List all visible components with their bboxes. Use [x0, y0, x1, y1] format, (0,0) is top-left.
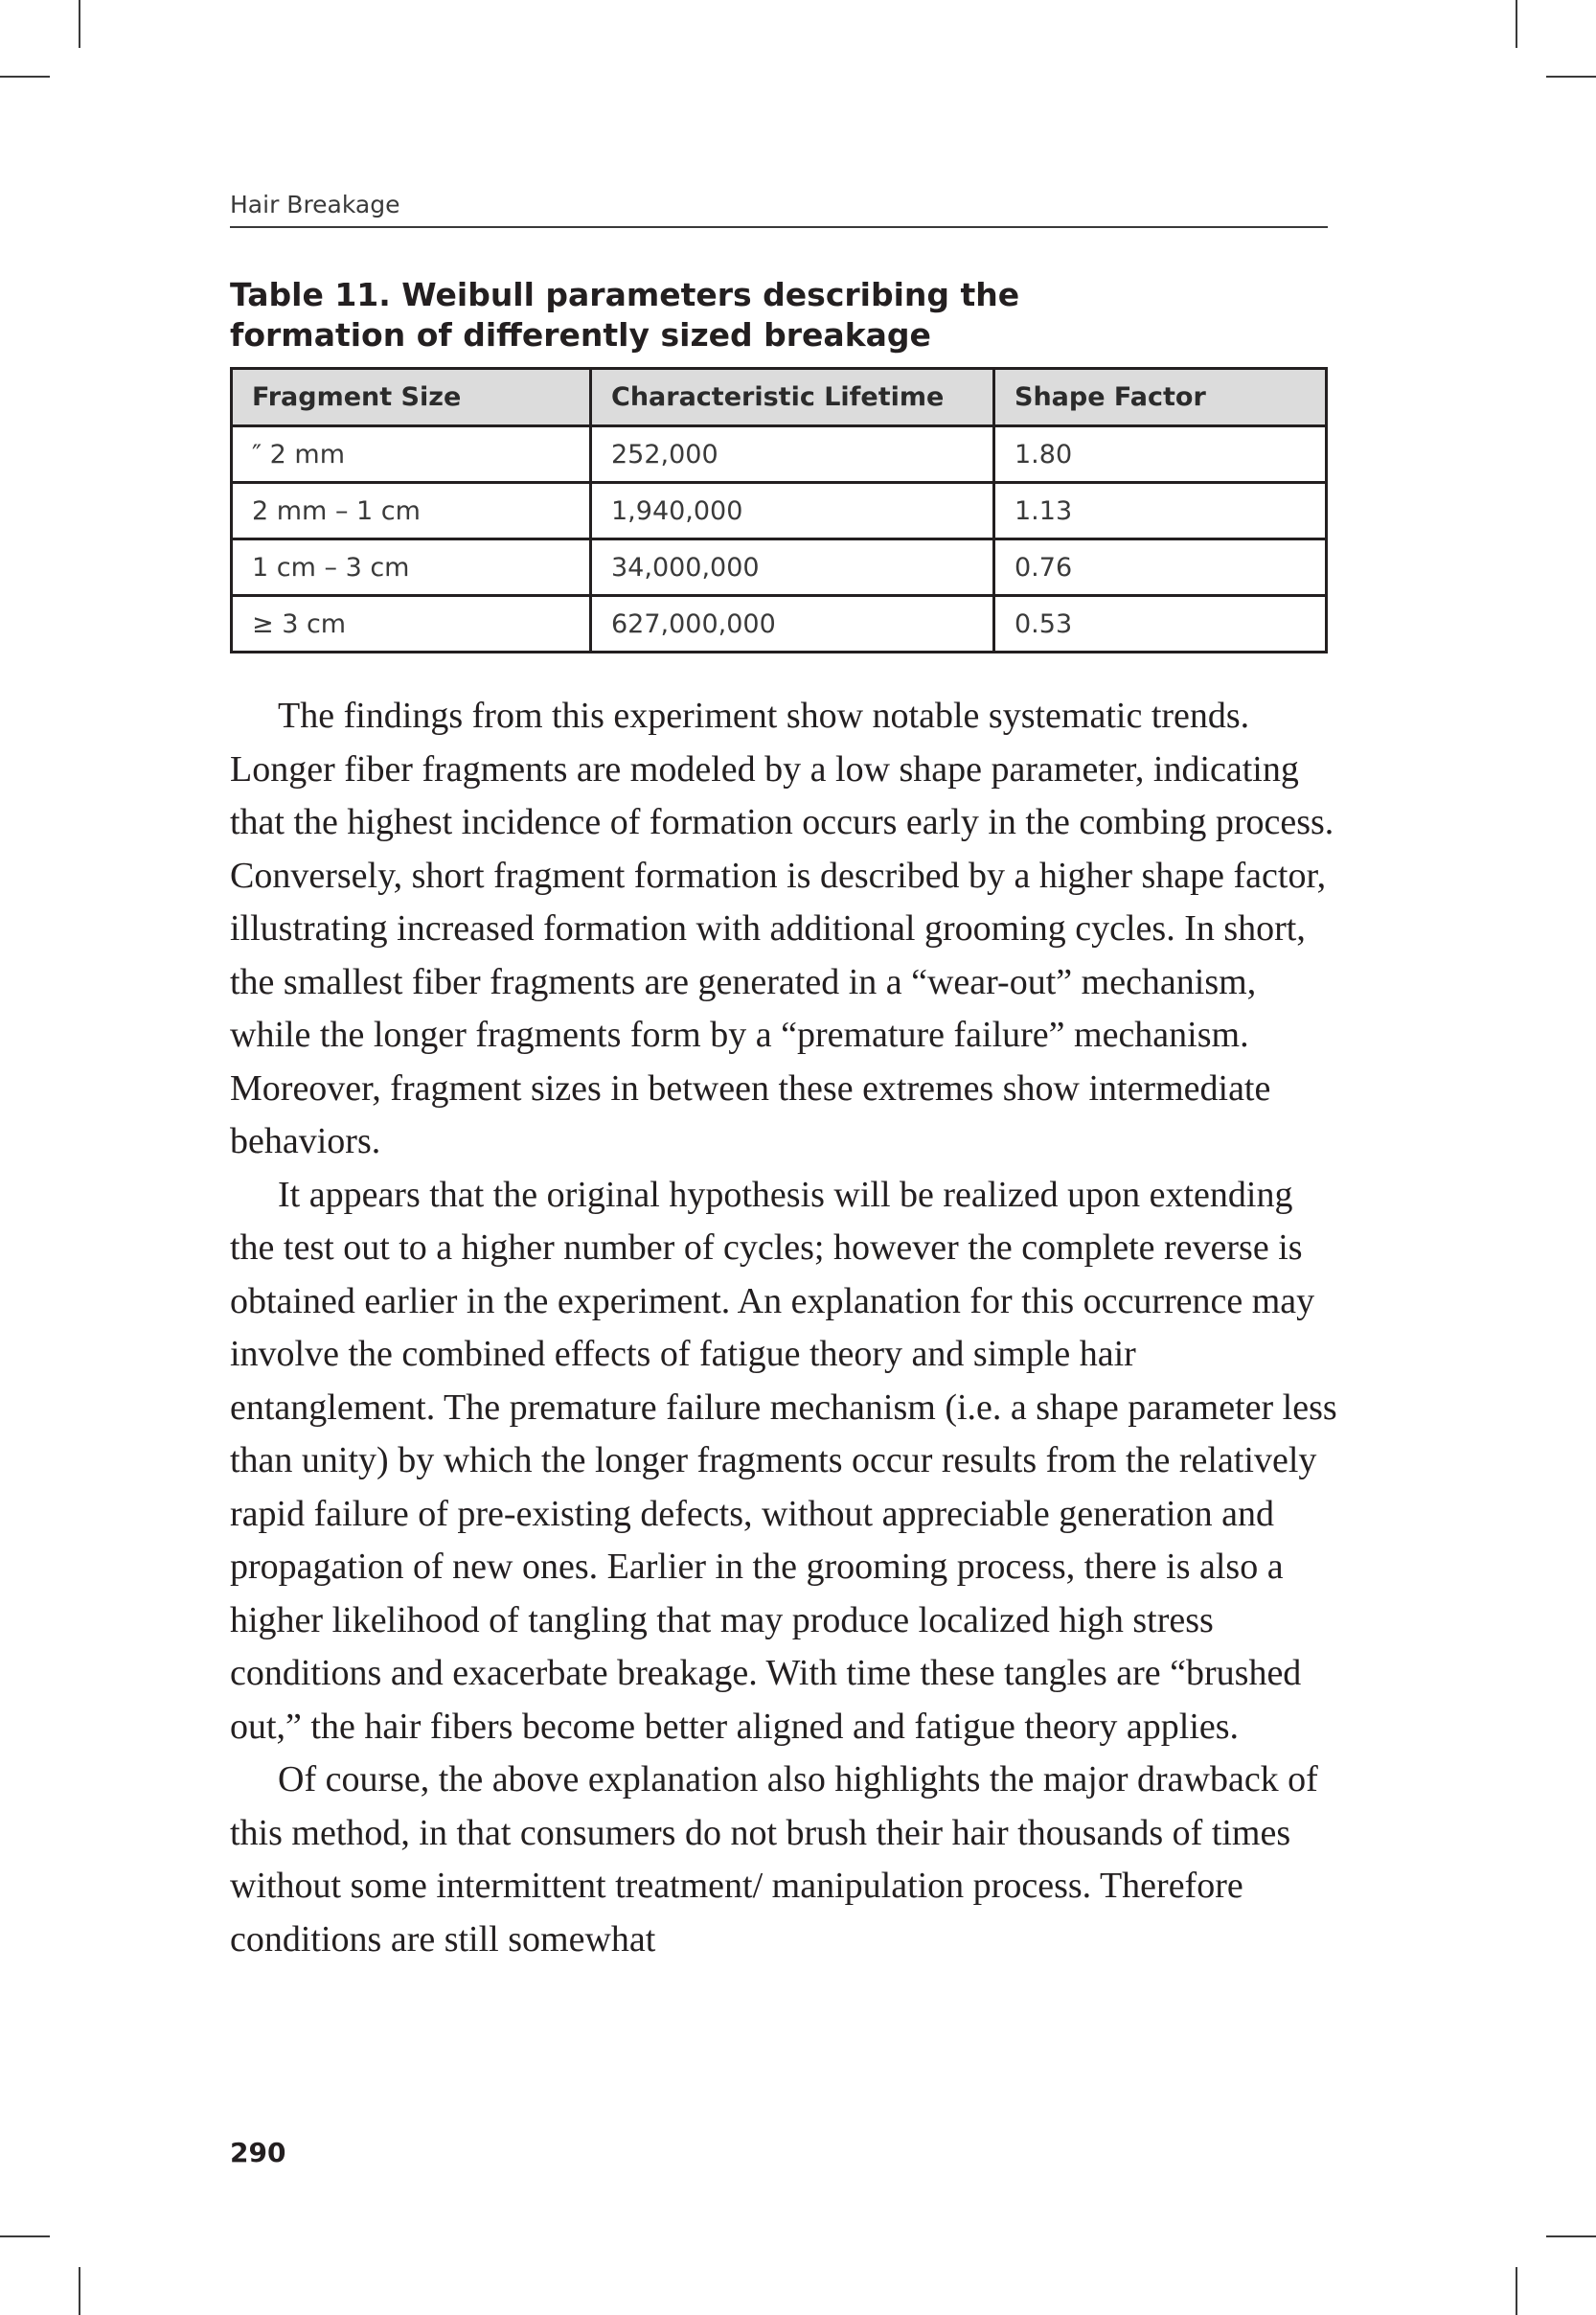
running-head: Hair Breakage	[230, 191, 400, 218]
table-cell: 2 mm – 1 cm	[232, 483, 591, 539]
table-cell: 252,000	[591, 426, 994, 483]
table-cell: 1.80	[994, 426, 1327, 483]
paragraph: The findings from this experiment show notable systematic trends. Longer fiber fragments are modeled by a low shape parameter, indicating that the highest incidence of formation occurs early in the combing process. Conversely, short fragment formation is described by a higher shape factor, illustrating increased formation with additional grooming cycles. In short, the smallest fiber fragments are generated in a “wear-out” mechanism, while the longer fragments form by a “premature failure” mechanism. Moreover, fragment sizes in between these extremes show intermediate behaviors.	[230, 696, 1334, 1161]
weibull-table	[230, 367, 1328, 653]
crop-mark	[1516, 0, 1517, 48]
table-cell: ″ 2 mm	[232, 426, 591, 483]
table-row	[232, 483, 1327, 539]
body-text	[230, 690, 1341, 1966]
crop-mark	[79, 2267, 80, 2315]
table-cell: ≥ 3 cm	[232, 596, 591, 653]
table-title: Table 11. Weibull parameters describing the formation of differently sized breakage	[230, 276, 1020, 354]
table-cell: 34,000,000	[591, 539, 994, 596]
crop-mark	[1516, 2267, 1517, 2315]
crop-mark	[79, 0, 80, 48]
table-cell: 627,000,000	[591, 596, 994, 653]
table-cell: 1,940,000	[591, 483, 994, 539]
column-header: Fragment Size	[232, 369, 591, 426]
page-number: 290	[230, 2137, 286, 2168]
table-cell: 1.13	[994, 483, 1327, 539]
table-cell: 0.76	[994, 539, 1327, 596]
paragraph: It appears that the original hypothesis will be realized upon extending the test out to a higher number of cycles; however the complete reverse is obtained earlier in the experiment. An explanation for this occurrence may involve the combined effects of fatigue theory and simple hair entanglement. The premature failure mechanism (i.e. a shape parameter less than unity) by which the longer fragments occur results from the relatively rapid failure of pre-existing defects, without appreciable generation and propagation of new ones. Earlier in the grooming process, there is also a higher likelihood of tangling that may produce localized high stress conditions and exacerbate breakage. With time these tangles are “brushed out,” the hair fibers become better aligned and fatigue theory applies.	[230, 1174, 1337, 1747]
column-header: Characteristic Lifetime	[591, 369, 994, 426]
crop-mark	[0, 2235, 50, 2237]
table-row	[232, 426, 1327, 483]
table-cell: 0.53	[994, 596, 1327, 653]
table-header-row	[232, 369, 1327, 426]
crop-mark	[0, 76, 50, 78]
paragraph: Of course, the above explanation also highlights the major drawback of this method, in that consumers do not brush their hair thousands of times without some intermittent treatment/ manipulation process. Therefore conditions are still somewhat	[230, 1759, 1318, 1960]
table-cell: 1 cm – 3 cm	[232, 539, 591, 596]
column-header: Shape Factor	[994, 369, 1327, 426]
table-row	[232, 596, 1327, 653]
table-row	[232, 539, 1327, 596]
crop-mark	[1546, 2235, 1596, 2237]
crop-mark	[1546, 76, 1596, 78]
header-rule	[230, 226, 1328, 228]
